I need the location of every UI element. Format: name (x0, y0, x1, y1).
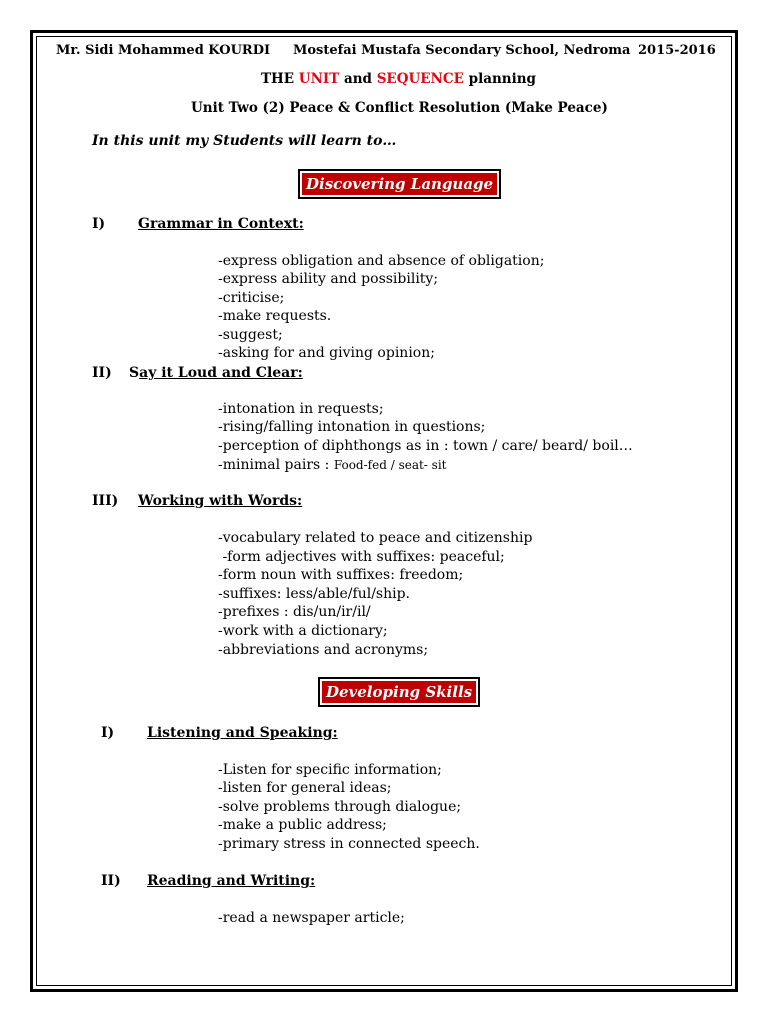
page-subtitle: Unit Two (2) Peace & Conflict Resolution (Make Peace) (191, 100, 608, 116)
list-item: -intonation in requests; (218, 401, 384, 417)
developing-skills-banner: Developing Skills (320, 679, 478, 705)
title-suffix: planning (463, 71, 536, 87)
list-item: -form adjectives with suffixes: peaceful; (218, 549, 505, 565)
section-title-working-with-words: Working with Words: (138, 493, 303, 509)
list-item: -prefixes : dis/un/ir/il/ (218, 604, 371, 620)
list-item: -rising/falling intonation in questions; (218, 419, 486, 435)
section-title-first-letter: S (129, 365, 140, 381)
title-prefix: THE (261, 71, 299, 87)
list-item: -asking for and giving opinion; (218, 345, 435, 361)
title-and: and (339, 71, 377, 87)
minimal-pairs-example: Food-fed / seat- sit (333, 458, 447, 472)
section-number: I) (92, 216, 106, 232)
list-item: -listen for general ideas; (218, 780, 392, 796)
section-title-say-it-loud (129, 365, 303, 381)
teacher-name: Mr. Sidi Mohammed KOURDI (56, 43, 271, 58)
title-unit: UNIT (298, 71, 340, 87)
list-item: -work with a dictionary; (218, 623, 388, 639)
discovering-language-banner: Discovering Language (300, 171, 499, 197)
list-item: -abbreviations and acronyms; (218, 642, 429, 658)
page-title (261, 71, 536, 87)
list-item: -criticise; (218, 290, 285, 306)
list-item: -primary stress in connected speech. (218, 836, 480, 852)
section-number: II) (92, 365, 112, 381)
section-number: I) (101, 725, 115, 741)
list-item: -express ability and possibility; (218, 271, 439, 287)
list-item: -Listen for specific information; (218, 762, 442, 778)
section-number: III) (92, 493, 119, 509)
list-item: -vocabulary related to peace and citizenship (218, 530, 533, 546)
list-item: -suffixes: less/able/ful/ship. (218, 586, 411, 602)
list-item: -perception of diphthongs as in : town / care/ beard/ boil… (218, 438, 633, 454)
minimal-pairs-label: -minimal pairs : (218, 457, 330, 473)
list-item: -suggest; (218, 327, 283, 343)
list-item: -express obligation and absence of obligation; (218, 253, 545, 269)
list-item: -make a public address; (218, 817, 387, 833)
list-item: -solve problems through dialogue; (218, 799, 462, 815)
list-item: -form noun with suffixes: freedom; (218, 567, 464, 583)
school-year: 2015-2016 (638, 43, 716, 58)
list-item: -make requests. (218, 308, 332, 324)
school-name: Mostefai Mustafa Secondary School, Nedroma (293, 43, 631, 58)
section-title-reading-writing: Reading and Writing: (147, 873, 316, 889)
title-sequence: SEQUENCE (376, 71, 464, 87)
list-item: -read a newspaper article; (218, 910, 405, 926)
section-title-rest: ay it Loud and Clear: (139, 365, 303, 381)
list-item-minimal-pairs (218, 457, 447, 473)
intro-text: In this unit my Students will learn to… (92, 133, 397, 149)
section-title-listening-speaking: Listening and Speaking: (147, 725, 338, 741)
section-title-grammar: Grammar in Context: (138, 216, 304, 232)
section-number: II) (101, 873, 121, 889)
